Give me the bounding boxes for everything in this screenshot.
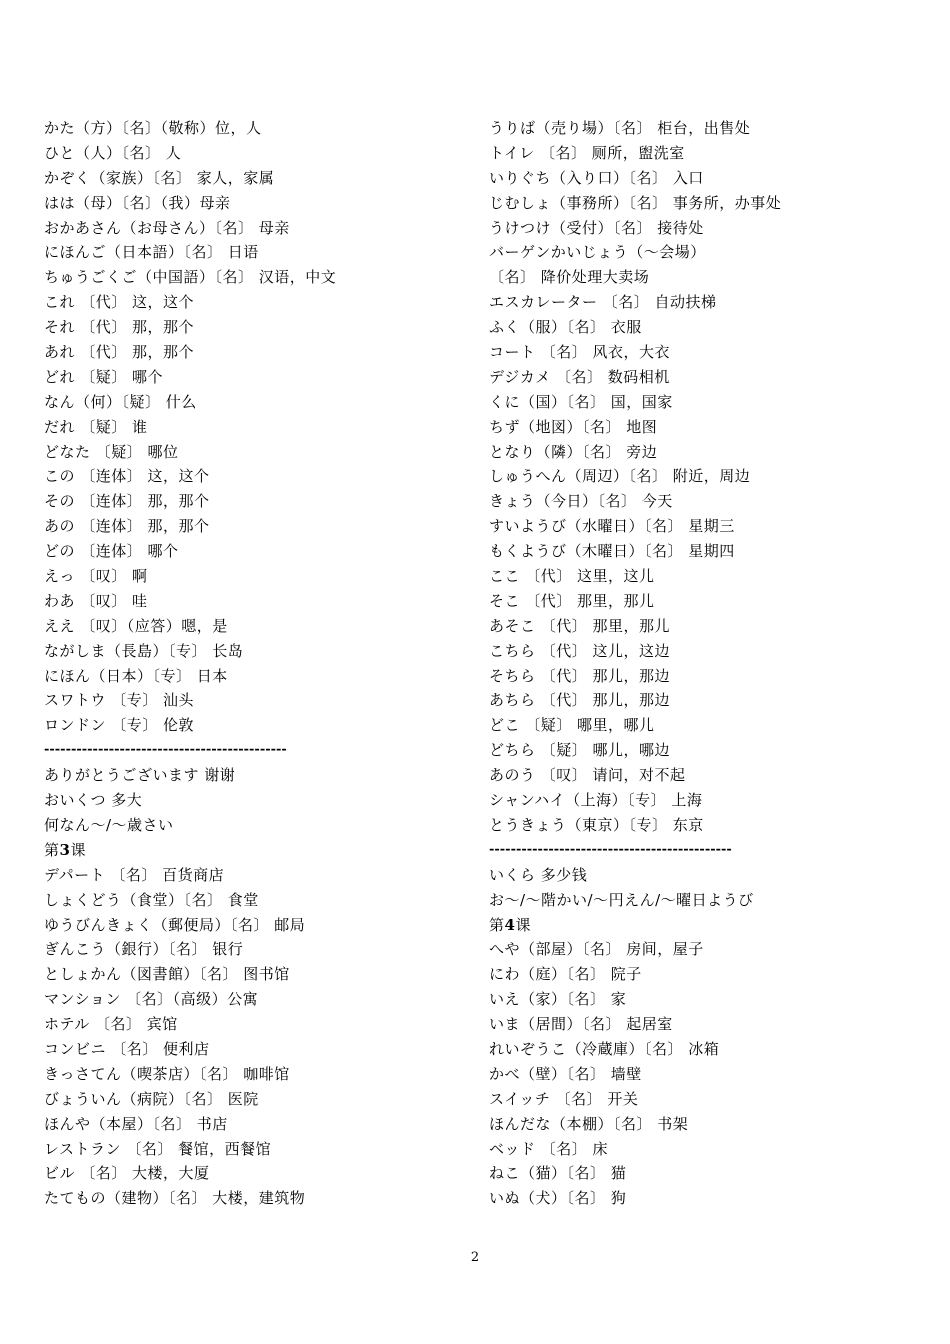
- vocab-entry: ホテル 〔名〕 宾馆: [44, 1015, 178, 1034]
- vocab-entry: かべ（壁）〔名〕 墙壁: [489, 1064, 642, 1083]
- lesson-heading: [44, 838, 464, 863]
- vocab-entry: こちら 〔代〕 这儿，这边: [489, 641, 671, 660]
- vocab-entry: あちら 〔代〕 那儿，那边: [489, 691, 671, 710]
- vocab-entry: いりぐち（入り口）〔名〕 入口: [489, 168, 704, 187]
- vocab-entry: とうきょう（東京）〔专〕 东京: [489, 815, 704, 834]
- vocab-entry: なん（何）〔疑〕 什么: [44, 392, 197, 411]
- vocab-entry: いえ（家）〔名〕 家: [489, 990, 627, 1009]
- section-divider: ---------------------------------------------: [489, 841, 732, 857]
- vocab-entry: きっさてん（喫茶店）〔名〕 咖啡馆: [44, 1064, 290, 1083]
- vocab-entry: にほんご（日本語）〔名〕 日语: [44, 243, 259, 262]
- lesson-number: 4: [504, 915, 516, 934]
- vocab-entry: この 〔连体〕 这，这个: [44, 467, 210, 486]
- vocab-entry: えっ 〔叹〕 啊: [44, 567, 148, 586]
- vocab-entry: うりば（売り場）〔名〕 柜台，出售处: [489, 119, 751, 137]
- vocab-entry: わあ 〔叹〕 哇: [44, 591, 148, 610]
- vocab-entry: そこ 〔代〕 那里，那儿: [489, 591, 655, 610]
- vocab-entry: くに（国）〔名〕 国，国家: [489, 392, 673, 411]
- vocab-entry: おかあさん（お母さん）〔名〕 母亲: [44, 218, 290, 237]
- vocab-entry: マンション 〔名〕（高级）公寓: [44, 990, 259, 1009]
- vocab-entry: いくら 多少钱: [489, 865, 588, 884]
- vocab-entry: ちゅうごくご（中国語）〔名〕 汉语，中文: [44, 268, 337, 287]
- vocab-entry: ねこ（猫）〔名〕 猫: [489, 1164, 627, 1183]
- vocab-entry: ベッド 〔名〕 床: [489, 1139, 609, 1158]
- vocab-entry: ありがとうございます 谢谢: [44, 766, 236, 785]
- vocab-entry: すいようび（水曜日）〔名〕 星期三: [489, 517, 735, 536]
- vocab-entry: ほんや（本屋）〔名〕 书店: [44, 1114, 228, 1133]
- vocab-entry: どこ 〔疑〕 哪里，哪儿: [489, 716, 655, 735]
- vocab-entry: いぬ（犬）〔名〕 狗: [489, 1189, 627, 1208]
- right-column: [489, 116, 929, 1211]
- vocab-entry: お～/～階かい/～円えん/～曜日ようび: [489, 890, 754, 909]
- vocab-entry: ぎんこう（銀行）〔名〕 银行: [44, 940, 244, 959]
- vocab-entry: デパート 〔名〕 百货商店: [44, 865, 225, 884]
- vocab-entry: バーゲンかいじょう（～会場）: [489, 243, 706, 262]
- left-column: [44, 116, 464, 1211]
- vocab-entry: れいぞうこ（冷蔵庫）〔名〕 冰箱: [489, 1039, 720, 1058]
- vocab-entry: ふく（服）〔名〕 衣服: [489, 318, 642, 337]
- vocab-entry: ビル 〔名〕 大楼，大厦: [44, 1164, 210, 1183]
- vocab-entry: どの 〔连体〕 哪个: [44, 542, 179, 561]
- vocab-entry: どちら 〔疑〕 哪儿，哪边: [489, 741, 671, 760]
- vocab-entry: きょう（今日）〔名〕 今天: [489, 492, 673, 511]
- vocab-entry: もくようび（木曜日）〔名〕 星期四: [489, 542, 735, 561]
- vocab-entry: デジカメ 〔名〕 数码相机: [489, 367, 670, 386]
- lesson-heading-suffix: 课: [515, 915, 531, 934]
- vocab-entry: たてもの（建物）〔名〕 大楼，建筑物: [44, 1189, 306, 1208]
- vocab-entry: トイレ 〔名〕 厕所，盥洗室: [489, 143, 685, 162]
- vocab-entry: ながしま（長島）〔专〕 长岛: [44, 641, 244, 660]
- lesson-heading-prefix: 第: [489, 915, 505, 934]
- vocab-entry: しょくどう（食堂）〔名〕 食堂: [44, 890, 259, 909]
- vocab-entry: あれ 〔代〕 那，那个: [44, 343, 195, 362]
- vocab-entry: うけつけ（受付）〔名〕 接待处: [489, 218, 704, 237]
- vocab-entry: エスカレーター 〔名〕 自动扶梯: [489, 293, 717, 312]
- lesson-number: 3: [59, 840, 71, 859]
- vocab-entry: ここ 〔代〕 这里，这儿: [489, 567, 655, 586]
- vocab-entry: レストラン 〔名〕 餐馆，西餐馆: [44, 1139, 272, 1158]
- vocab-entry: ちず（地図）〔名〕 地图: [489, 417, 658, 436]
- vocab-entry: かた（方）〔名〕（敬称）位，人: [44, 119, 262, 137]
- lesson-heading: [489, 913, 929, 938]
- lesson-heading-prefix: 第: [44, 840, 60, 859]
- vocab-entry: コンビニ 〔名〕 便利店: [44, 1039, 210, 1058]
- vocab-entry: その 〔连体〕 那，那个: [44, 492, 210, 511]
- vocab-entry: となり（隣）〔名〕 旁边: [489, 442, 658, 461]
- vocab-entry: ロンドン 〔专〕 伦敦: [44, 716, 195, 735]
- page-number: 2: [470, 1250, 480, 1265]
- vocab-entry: ゆうびんきょく（郵便局）〔名〕 邮局: [44, 915, 306, 934]
- vocab-entry: それ 〔代〕 那，那个: [44, 318, 195, 337]
- section-divider: ---------------------------------------------: [44, 742, 287, 758]
- lesson-heading-suffix: 课: [70, 840, 86, 859]
- vocab-entry: ほんだな（本棚）〔名〕 书架: [489, 1114, 689, 1133]
- vocab-entry: にわ（庭）〔名〕 院子: [489, 965, 642, 984]
- vocab-entry: いま（居間）〔名〕 起居室: [489, 1015, 673, 1034]
- vocab-entry: あの 〔连体〕 那，那个: [44, 517, 210, 536]
- vocab-entry: 何なん～/～歳さい: [44, 815, 174, 834]
- vocab-entry: へや（部屋）〔名〕 房间，屋子: [489, 940, 704, 959]
- vocab-entry: にほん（日本）〔专〕 日本: [44, 666, 228, 685]
- vocab-entry: じむしょ（事務所）〔名〕 事务所，办事处: [489, 193, 782, 212]
- vocab-entry: ひと（人）〔名〕 人: [44, 143, 182, 162]
- vocab-entry: これ 〔代〕 这，这个: [44, 293, 195, 312]
- vocab-entry: かぞく（家族）〔名〕 家人，家属: [44, 168, 275, 187]
- vocab-entry: 〔名〕 降价处理大卖场: [489, 268, 650, 287]
- vocab-entry: そちら 〔代〕 那儿，那边: [489, 666, 671, 685]
- vocab-entry: どなた 〔疑〕 哪位: [44, 442, 179, 461]
- vocab-entry: だれ 〔疑〕 谁: [44, 417, 148, 436]
- vocab-entry: スイッチ 〔名〕 开关: [489, 1089, 639, 1108]
- vocab-entry: コート 〔名〕 风衣，大衣: [489, 343, 671, 362]
- vocab-entry: あそこ 〔代〕 那里，那儿: [489, 616, 671, 635]
- vocab-entry: びょういん（病院）〔名〕 医院: [44, 1089, 259, 1108]
- vocab-entry: スワトウ 〔专〕 汕头: [44, 691, 195, 710]
- vocab-entry: ええ 〔叹〕（应答）嗯，是: [44, 616, 228, 635]
- vocab-entry: どれ 〔疑〕 哪个: [44, 367, 164, 386]
- vocab-entry: おいくつ 多大: [44, 791, 143, 810]
- vocab-entry: としょかん（図書館）〔名〕 图书馆: [44, 965, 290, 984]
- vocab-entry: しゅうへん（周辺）〔名〕 附近，周边: [489, 467, 751, 486]
- vocab-entry: あのう 〔叹〕 请问，对不起: [489, 766, 686, 785]
- vocab-entry: シャンハイ（上海）〔专〕 上海: [489, 791, 703, 810]
- vocab-entry: はは（母）〔名〕（我）母亲: [44, 193, 231, 212]
